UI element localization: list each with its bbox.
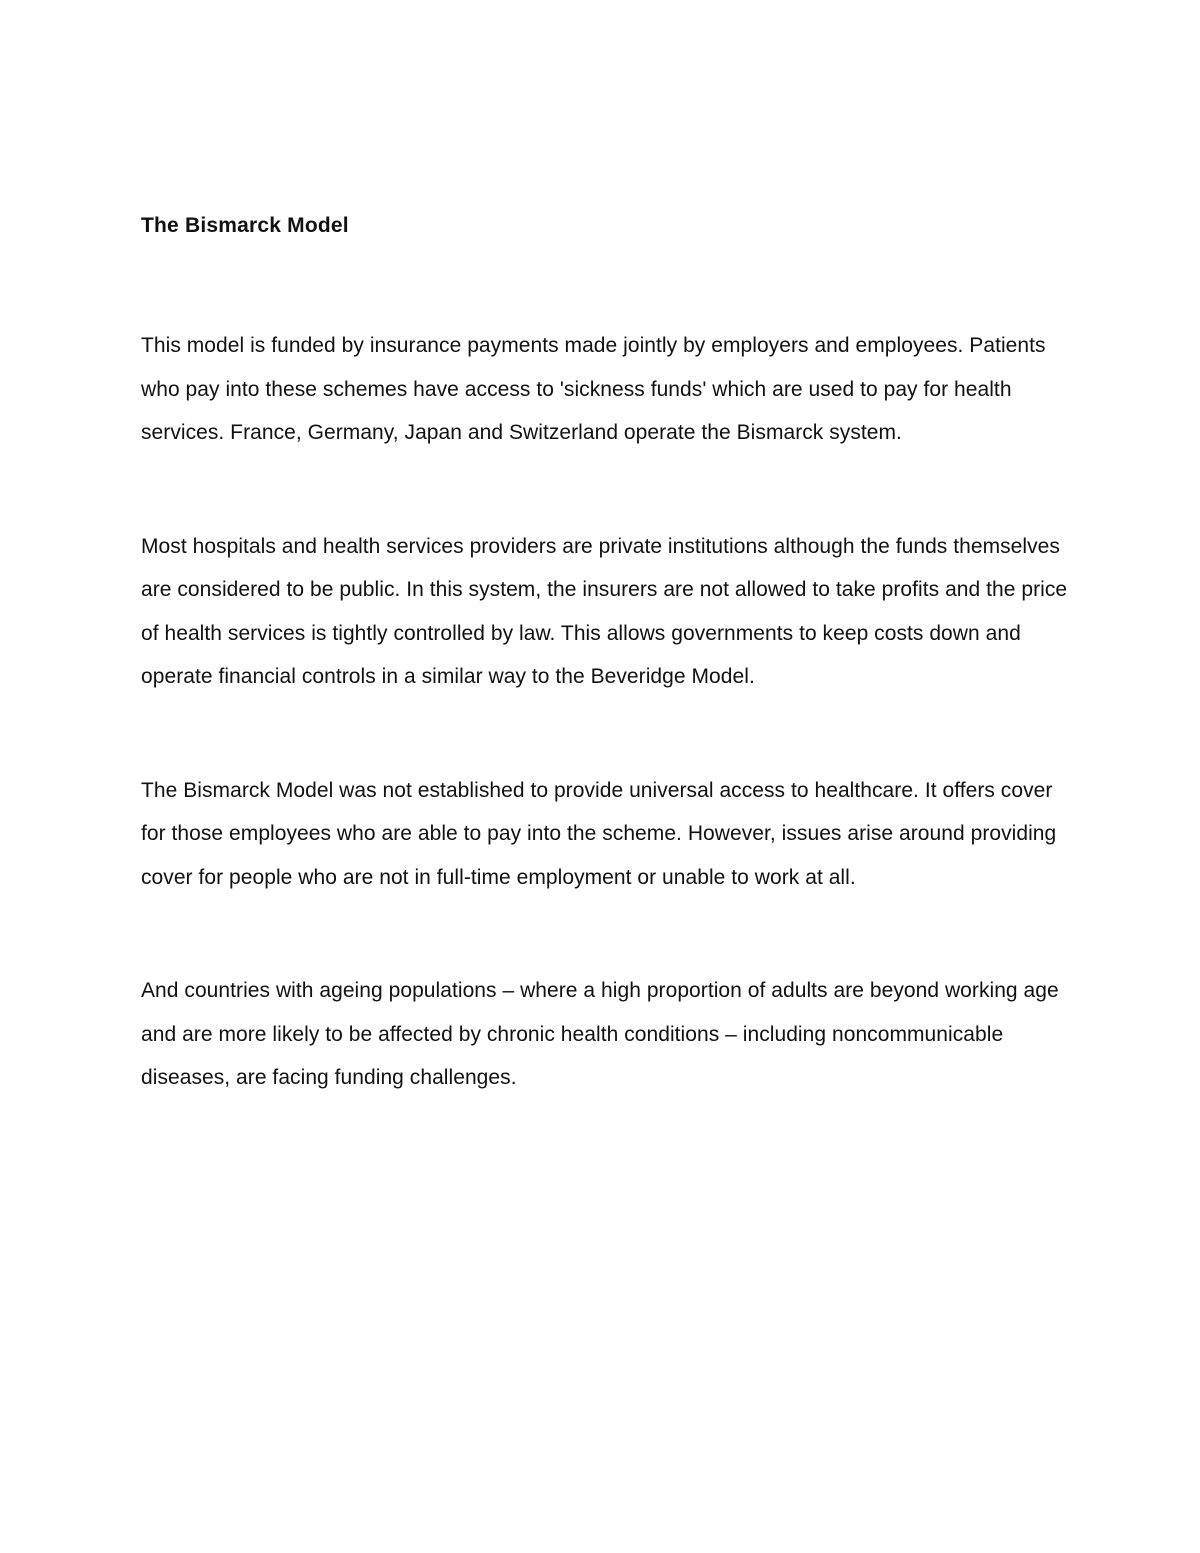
document-body [141,211,1071,1100]
document-title: The Bismarck Model [141,214,349,237]
paragraph-access: The Bismarck Model was not established to provide universal access to healthcare. It offers cover for those employees who are able to pay into the scheme. However, issues arise around providing cover for people who are not in full-time employment or unable to work at all. [141,778,1057,889]
paragraph-ageing-populations: And countries with ageing populations – where a high proportion of adults are beyond working age and are more likely to be affected by chronic health conditions – including noncommunicable diseases, are facing funding challenges. [141,979,1059,1089]
paragraph-funding: This model is funded by insurance payments made jointly by employers and employees. Patients who pay into these schemes have access to 'sickness funds' which are used to pay for health services. France, Germany, Japan and Switzerland operate the Bismarck system. [141,334,1046,444]
paragraph-providers: Most hospitals and health services providers are private institutions although the funds themselves are considered to be public. In this system, the insurers are not allowed to take profits and the price of health services is tightly controlled by law. This allows governments to keep costs down and operate financial controls in a similar way to the Beveridge Model. [141,534,1068,688]
